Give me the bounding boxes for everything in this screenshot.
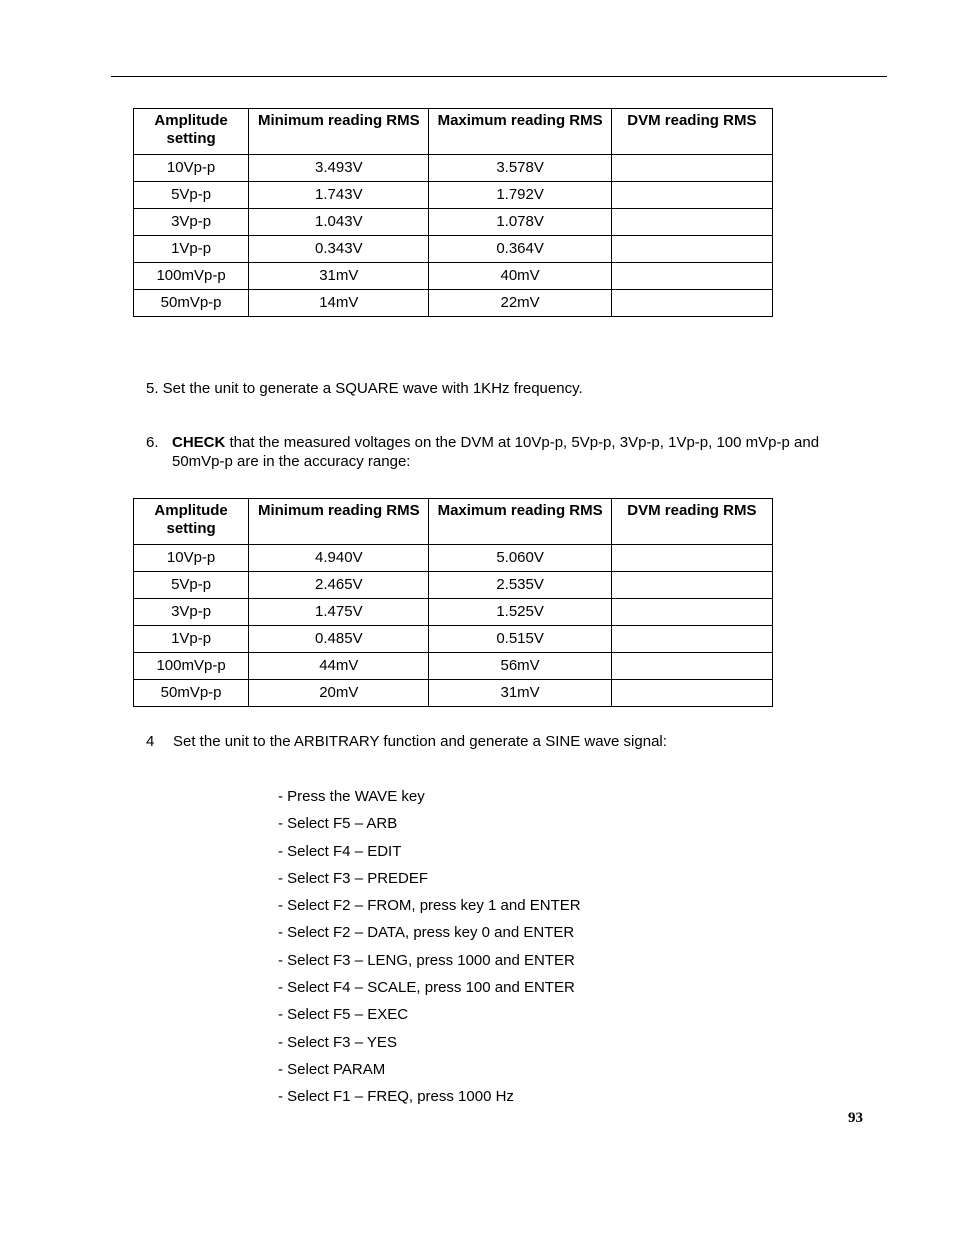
- cell-maximum: 1.792V: [429, 182, 611, 209]
- list-item: - Select F1 – FREQ, press 1000 Hz: [278, 1088, 514, 1106]
- cell-maximum: 56mV: [429, 653, 611, 680]
- table-row: [134, 155, 773, 182]
- cell-dvm: [611, 545, 772, 572]
- cell-amplitude: 5Vp-p: [134, 182, 249, 209]
- list-item: - Select PARAM: [278, 1060, 386, 1078]
- cell-amplitude: 3Vp-p: [134, 599, 249, 626]
- cell-minimum: 1.743V: [249, 182, 429, 209]
- table-row: [134, 680, 773, 707]
- step-4-number: 4: [146, 733, 155, 750]
- cell-amplitude: 50mVp-p: [134, 290, 249, 317]
- header-maximum-reading: Maximum reading RMS: [429, 109, 611, 155]
- table-header-row: [134, 109, 773, 155]
- page-number: 93: [848, 1110, 863, 1126]
- cell-minimum: 2.465V: [249, 572, 429, 599]
- cell-amplitude: 50mVp-p: [134, 680, 249, 707]
- table-row: [134, 626, 773, 653]
- list-item: - Select F3 – YES: [278, 1033, 397, 1051]
- cell-minimum: 20mV: [249, 680, 429, 707]
- cell-maximum: 0.364V: [429, 236, 611, 263]
- list-item: - Select F4 – SCALE, press 100 and ENTER: [278, 979, 575, 997]
- cell-amplitude: 10Vp-p: [134, 155, 249, 182]
- cell-maximum: 0.515V: [429, 626, 611, 653]
- table-row: [134, 545, 773, 572]
- header-dvm-reading: DVM reading RMS: [611, 109, 772, 155]
- cell-minimum: 14mV: [249, 290, 429, 317]
- cell-dvm: [611, 599, 772, 626]
- cell-maximum: 1.078V: [429, 209, 611, 236]
- cell-minimum: 0.485V: [249, 626, 429, 653]
- list-item: - Select F5 – EXEC: [278, 1006, 409, 1024]
- cell-minimum: 1.475V: [249, 599, 429, 626]
- cell-dvm: [611, 209, 772, 236]
- list-item: - Select F2 – FROM, press key 1 and ENTER: [278, 897, 581, 915]
- cell-maximum: 40mV: [429, 263, 611, 290]
- cell-dvm: [611, 572, 772, 599]
- step-4-text: Set the unit to the ARBITRARY function and generate a SINE wave signal:: [173, 733, 667, 750]
- cell-maximum: 3.578V: [429, 155, 611, 182]
- cell-maximum: 2.535V: [429, 572, 611, 599]
- cell-dvm: [611, 680, 772, 707]
- square-accuracy-table: [133, 498, 773, 707]
- step-6-check-keyword: CHECK: [172, 434, 226, 451]
- cell-minimum: 3.493V: [249, 155, 429, 182]
- step-6-text: that the measured voltages on the DVM at 10Vp-p, 5Vp-p, 3Vp-p, 1Vp-p, 100 mVp-p and 50mVp-p are in the accuracy range:: [172, 434, 820, 470]
- cell-minimum: 44mV: [249, 653, 429, 680]
- header-dvm-reading: DVM reading RMS: [611, 499, 772, 545]
- list-item: - Select F2 – DATA, press key 0 and ENTER: [278, 924, 575, 942]
- step-4-paragraph: [146, 732, 667, 751]
- table-row: [134, 599, 773, 626]
- cell-maximum: 5.060V: [429, 545, 611, 572]
- cell-dvm: [611, 290, 772, 317]
- cell-dvm: [611, 155, 772, 182]
- header-minimum-reading: Minimum reading RMS: [249, 109, 429, 155]
- sine-accuracy-table: [133, 108, 773, 317]
- cell-amplitude: 3Vp-p: [134, 209, 249, 236]
- cell-dvm: [611, 263, 772, 290]
- cell-dvm: [611, 236, 772, 263]
- header-maximum-reading: Maximum reading RMS: [429, 499, 611, 545]
- cell-amplitude: 10Vp-p: [134, 545, 249, 572]
- list-item: - Select F3 – LENG, press 1000 and ENTER: [278, 951, 575, 969]
- cell-amplitude: 1Vp-p: [134, 236, 249, 263]
- table-header-row: [134, 499, 773, 545]
- table-row: [134, 263, 773, 290]
- cell-minimum: 4.940V: [249, 545, 429, 572]
- table-row: [134, 290, 773, 317]
- cell-maximum: 31mV: [429, 680, 611, 707]
- table-row: [134, 572, 773, 599]
- list-item: - Select F3 – PREDEF: [278, 869, 429, 887]
- cell-dvm: [611, 653, 772, 680]
- cell-amplitude: 100mVp-p: [134, 263, 249, 290]
- cell-dvm: [611, 626, 772, 653]
- cell-minimum: 1.043V: [249, 209, 429, 236]
- table-row: [134, 182, 773, 209]
- step-6-number: 6.: [146, 434, 159, 451]
- cell-minimum: 0.343V: [249, 236, 429, 263]
- table-row: [134, 209, 773, 236]
- header-amplitude-setting: Amplitude setting: [134, 109, 249, 155]
- list-item: - Select F4 – EDIT: [278, 842, 402, 860]
- list-item: - Select F5 – ARB: [278, 815, 398, 833]
- cell-minimum: 31mV: [249, 263, 429, 290]
- step-5-text: 5. Set the unit to generate a SQUARE wave with 1KHz frequency.: [146, 380, 583, 397]
- cell-amplitude: 100mVp-p: [134, 653, 249, 680]
- list-item: - Press the WAVE key: [278, 788, 425, 805]
- header-minimum-reading: Minimum reading RMS: [249, 499, 429, 545]
- cell-amplitude: 5Vp-p: [134, 572, 249, 599]
- cell-maximum: 22mV: [429, 290, 611, 317]
- header-rule: [111, 76, 887, 77]
- cell-dvm: [611, 182, 772, 209]
- table-row: [134, 236, 773, 263]
- header-amplitude-setting: Amplitude setting: [134, 499, 249, 545]
- cell-maximum: 1.525V: [429, 599, 611, 626]
- instruction-list: [278, 787, 581, 1115]
- step-6-paragraph: [146, 433, 856, 471]
- table-row: [134, 653, 773, 680]
- cell-amplitude: 1Vp-p: [134, 626, 249, 653]
